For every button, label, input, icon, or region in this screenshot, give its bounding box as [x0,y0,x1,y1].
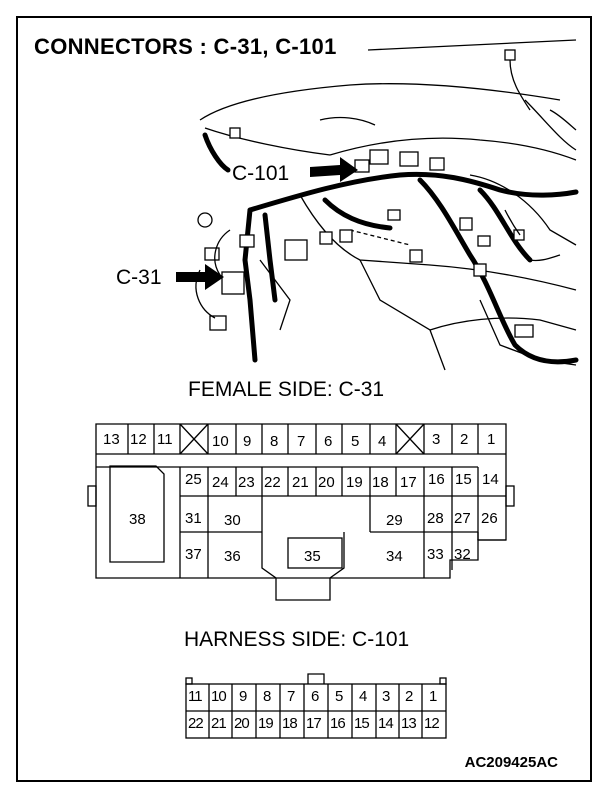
pin-37: 37 [185,546,202,563]
pin-23: 23 [238,474,255,491]
hpin-21: 21 [211,715,226,732]
hpin-17: 17 [306,715,321,732]
pin-21: 21 [292,474,309,491]
hpin-3: 3 [382,688,391,705]
pin-25: 25 [185,471,202,488]
hpin-12: 12 [424,715,439,732]
pin-34: 34 [386,548,403,565]
pin-22: 22 [264,474,281,491]
pin-35: 35 [304,548,321,565]
c31-callout-label: C-31 [116,266,162,289]
pin-6: 6 [324,433,333,450]
hpin-8: 8 [263,688,272,705]
pin-7: 7 [297,433,306,450]
hpin-20: 20 [234,715,249,732]
hpin-19: 19 [258,715,273,732]
diagram-title: CONNECTORS : C-31, C-101 [34,34,337,59]
hpin-13: 13 [401,715,416,732]
hpin-16: 16 [330,715,345,732]
pin-24: 24 [212,474,229,491]
pin-9: 9 [243,433,252,450]
pin-36: 36 [224,548,241,565]
hpin-5: 5 [335,688,344,705]
hpin-18: 18 [282,715,297,732]
pin-13: 13 [103,431,120,448]
hpin-15: 15 [354,715,369,732]
pin-16: 16 [428,471,445,488]
female-side-label: FEMALE SIDE: C-31 [188,378,385,401]
pin-32: 32 [454,546,471,563]
pin-4: 4 [378,433,387,450]
pin-14: 14 [482,471,499,488]
pin-27: 27 [454,510,471,527]
hpin-2: 2 [405,688,414,705]
pin-17: 17 [400,474,417,491]
pin-30: 30 [224,512,241,529]
hpin-11: 11 [188,688,202,705]
pin-33: 33 [427,546,444,563]
hpin-9: 9 [239,688,248,705]
pin-31: 31 [185,510,202,527]
pin-15: 15 [455,471,472,488]
figure-code: AC209425AC [464,754,558,771]
pin-18: 18 [372,474,389,491]
hpin-6: 6 [311,688,320,705]
pin-19: 19 [346,474,363,491]
pin-5: 5 [351,433,360,450]
pin-28: 28 [427,510,444,527]
pin-38: 38 [129,511,146,528]
pin-1: 1 [487,431,496,448]
hpin-7: 7 [287,688,296,705]
hpin-4: 4 [359,688,368,705]
pin-8: 8 [270,433,279,450]
pin-3: 3 [432,431,441,448]
pin-26: 26 [481,510,498,527]
pin-20: 20 [318,474,335,491]
pin-2: 2 [460,431,469,448]
hpin-14: 14 [378,715,393,732]
pin-10: 10 [212,433,229,450]
pin-29: 29 [386,512,403,529]
hpin-22: 22 [188,715,203,732]
hpin-1: 1 [429,688,438,705]
harness-side-label: HARNESS SIDE: C-101 [184,628,410,651]
pin-11: 11 [157,431,173,448]
pin-12: 12 [130,431,147,448]
c101-callout-label: C-101 [232,162,290,185]
hpin-10: 10 [211,688,226,705]
